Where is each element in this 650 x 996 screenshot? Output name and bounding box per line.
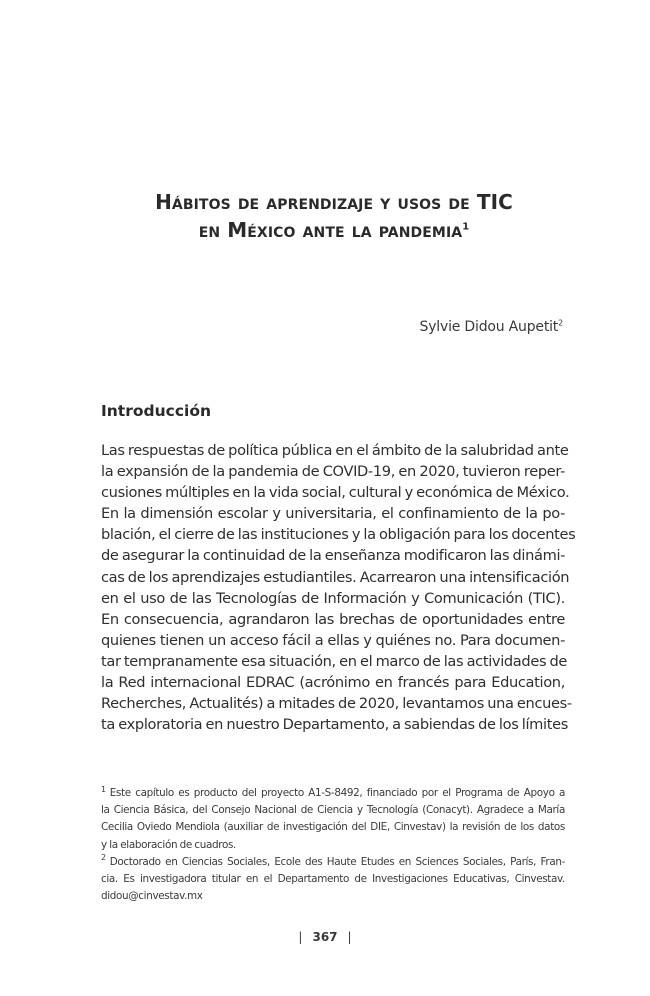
footnote-1-line [101,785,565,802]
chapter-title-line-1 [100,190,568,214]
chapter-title-line-2 [100,218,568,242]
footnote-2-text: Doctorado en Ciencias Sociales, Ecole des Haute Etudes en Sciences Sociales, París, Fran- [109,855,565,868]
author-line [420,319,563,335]
page-number: 367 [312,930,338,944]
footnote-1-line: la Ciencia Básica, del Consejo Nacional de Ciencia y Tecnología (Conacyt). Agradece a María [101,804,565,817]
footnotes [101,785,565,905]
body-line: la Red internacional EDRAC (acrónimo en francés para Education, [101,674,565,692]
page-number-footer [0,930,650,944]
footnote-2-line: cia. Es investigadora titular en el Departamento de Investigaciones Educativas, Cinvestav. [101,872,565,885]
body-line: cusiones múltiples en la vida social, cultural y económica de México. [101,484,570,502]
body-line: de asegurar la continuidad de la enseñanza modificaron las dinámi- [101,547,566,565]
body-line: En consecuencia, agrandaron las brechas de oportunidades entre [101,610,565,628]
body-line: tar tempranamente esa situación, en el marco de las actividades de [101,652,568,670]
footnote-2-email[interactable]: didou@cinvestav.mx [101,890,203,903]
footnote-1-line: Cecilia Oviedo Mendiola (auxiliar de investigación del DIE, Cinvestav) la revisión de los datos [101,821,565,834]
body-line: la expansión de la pandemia de COVID-19, en 2020, tuvieron reper- [101,463,565,481]
chapter-title-text-1: Hábitos de aprendizaje y usos de TIC [155,190,513,214]
chapter-title-text-2: en México ante la pandemia [198,218,463,242]
body-line: quienes tienen un acceso fácil a ellas y quiénes no. Para documen- [101,631,565,649]
footnote-2-mark: 2 [101,853,106,863]
body-paragraph [101,440,576,735]
footnote-1-line: y la elaboración de cuadros. [101,838,236,851]
author-name: Sylvie Didou Aupetit [419,319,559,335]
body-line: ta exploratoria en nuestro Departamento, a sabiendas de los límites [101,716,568,734]
body-line: Recherches, Actualités) a mitades de 2020, levantamos una encues- [101,695,572,713]
body-line: en el uso de las Tecnologías de Información y Comunicación (TIC). [101,589,565,607]
body-line: En la dimensión escolar y universitaria, el confinamiento de la po- [101,505,565,523]
body-line: Las respuestas de política pública en el ámbito de la salubridad ante [101,442,569,459]
footnote-2-line [101,854,565,871]
body-line: blación, el cierre de las instituciones y la obligación para los docentes [101,526,576,544]
body-line: cas de los aprendizajes estudiantiles. Acarrearon una intensificación [101,568,570,586]
divider: | [347,930,352,944]
footnote-1-text: Este capítulo es producto del proyecto A1-S-8492, financiado por el Programa de Apoyo a [109,787,565,799]
section-heading: Introducción [101,402,212,420]
title-footnote-ref[interactable]: 1 [462,221,470,233]
divider: | [298,930,303,944]
footnote-1-mark: 1 [101,784,106,794]
author-footnote-ref[interactable]: 2 [558,318,563,328]
